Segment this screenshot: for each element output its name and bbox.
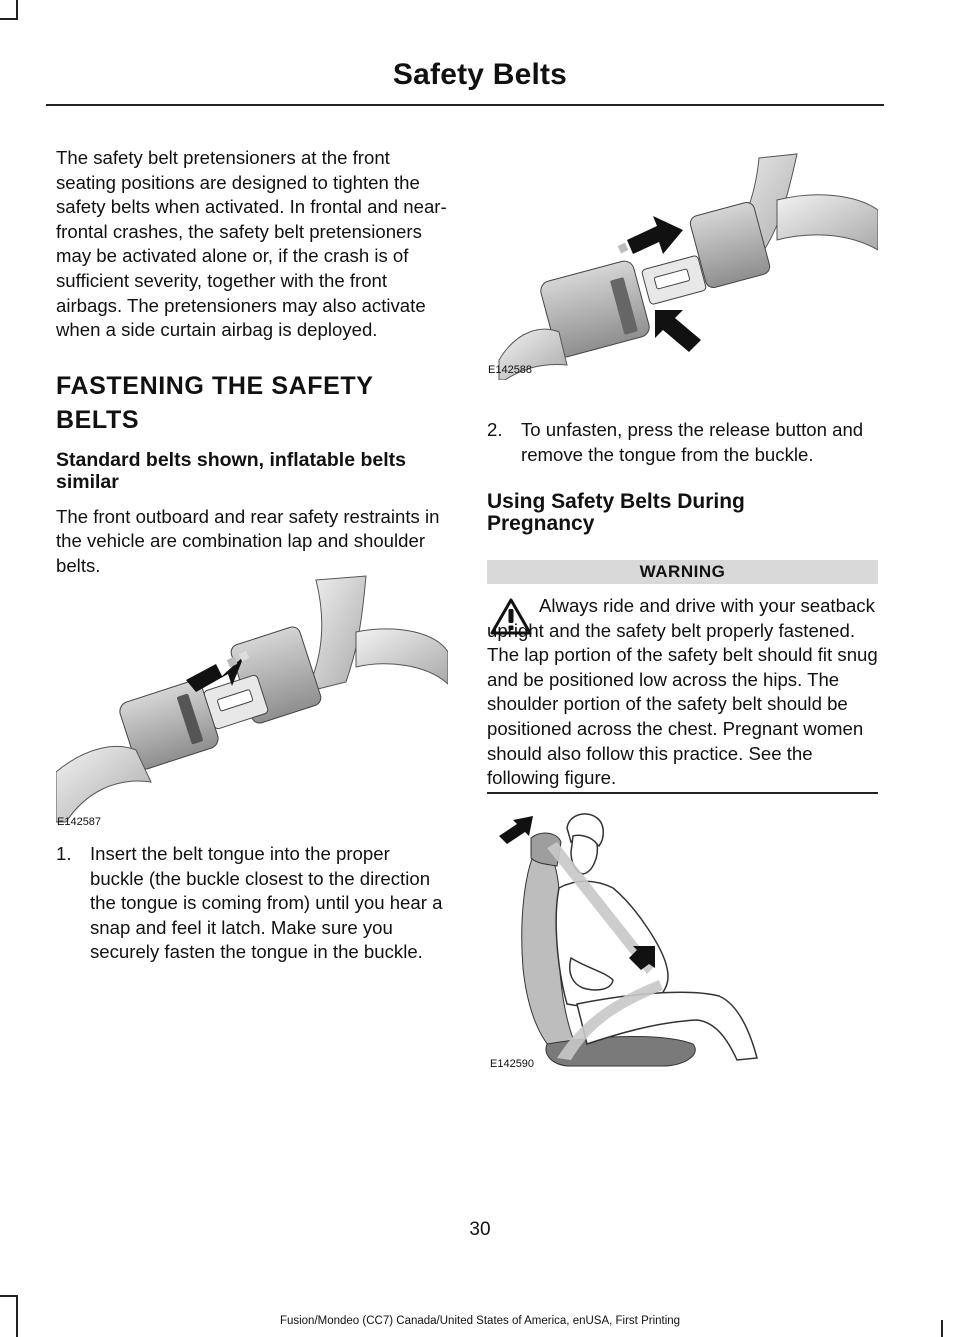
figure1-code: E142587 xyxy=(57,816,102,828)
pregnancy-heading: Using Safety Belts During Pregnancy xyxy=(487,490,745,536)
title-rule xyxy=(46,104,884,106)
left-column xyxy=(56,146,448,579)
footer-publication: Fusion/Mondeo (CC7) Canada/United States of America, enUSA, First Printing xyxy=(279,1315,681,1327)
belt-lower-strap xyxy=(56,746,151,822)
figure-belt-release xyxy=(487,150,878,380)
section-heading xyxy=(56,369,448,437)
description-paragraph: The front outboard and rear safety restraints in the vehicle are combination lap and shoulder belts. xyxy=(56,505,440,576)
warning-text: Always ride and drive with your seatback upright and the safety belt properly fastened. The lap portion of the safety belt should fit snug and be positioned low across the hips. The shoulder portion of the safety belt should be positioned across the chest. Pregnant women should also follow this practice. See the following figure. xyxy=(487,595,878,789)
crop-mark-top-left xyxy=(16,0,18,20)
page-number: 30 xyxy=(469,1219,491,1240)
warning-end-rule xyxy=(487,792,878,794)
step1 xyxy=(56,842,448,965)
figure-belt-insert xyxy=(56,572,448,830)
figure2-code: E142588 xyxy=(488,364,533,376)
right-column-text xyxy=(487,418,878,535)
step1-text: Insert the belt tongue into the proper buckle (the buckle closest to the direction the tongue is coming from) until you hear a snap and feel it latch. Make sure you securely fasten the tongue in the buckle. xyxy=(90,843,443,963)
page-title: Safety Belts xyxy=(392,58,568,91)
section-heading-line1: FASTENING THE SAFETY xyxy=(56,371,374,400)
belt-right-strap xyxy=(356,629,448,684)
arrow-press xyxy=(655,310,701,352)
warning-body xyxy=(487,594,880,791)
crop-mark-bottom-left-h xyxy=(0,1295,18,1297)
crop-mark-top-left-h xyxy=(0,18,18,20)
warning-label: WARNING xyxy=(487,560,878,584)
step2-item xyxy=(487,418,878,467)
step1-item xyxy=(56,842,448,965)
step1-number: 1. xyxy=(56,843,72,864)
section-heading-line2: BELTS xyxy=(56,405,140,434)
step2-text: To unfasten, press the release button and remove the tongue from the buckle. xyxy=(521,419,864,465)
figure-pregnancy xyxy=(487,808,767,1074)
arrow-remove xyxy=(627,216,683,254)
step2-number: 2. xyxy=(487,419,503,440)
figure3-code: E142590 xyxy=(490,1058,535,1070)
belt-right-strap xyxy=(777,195,878,250)
arrow-shoulder xyxy=(499,816,533,844)
intro-paragraph: The safety belt pretensioners at the front seating positions are designed to tighten the safety belts when activated. In frontal and near-frontal crashes, the safety belt pretensioners may be activated alone or, if the crash is of sufficient severity, together with the front airbags. The pretensioners may also activate when a side curtain airbag is deployed. xyxy=(56,147,447,341)
subheading: Standard belts shown, inflatable belts similar xyxy=(56,448,406,493)
